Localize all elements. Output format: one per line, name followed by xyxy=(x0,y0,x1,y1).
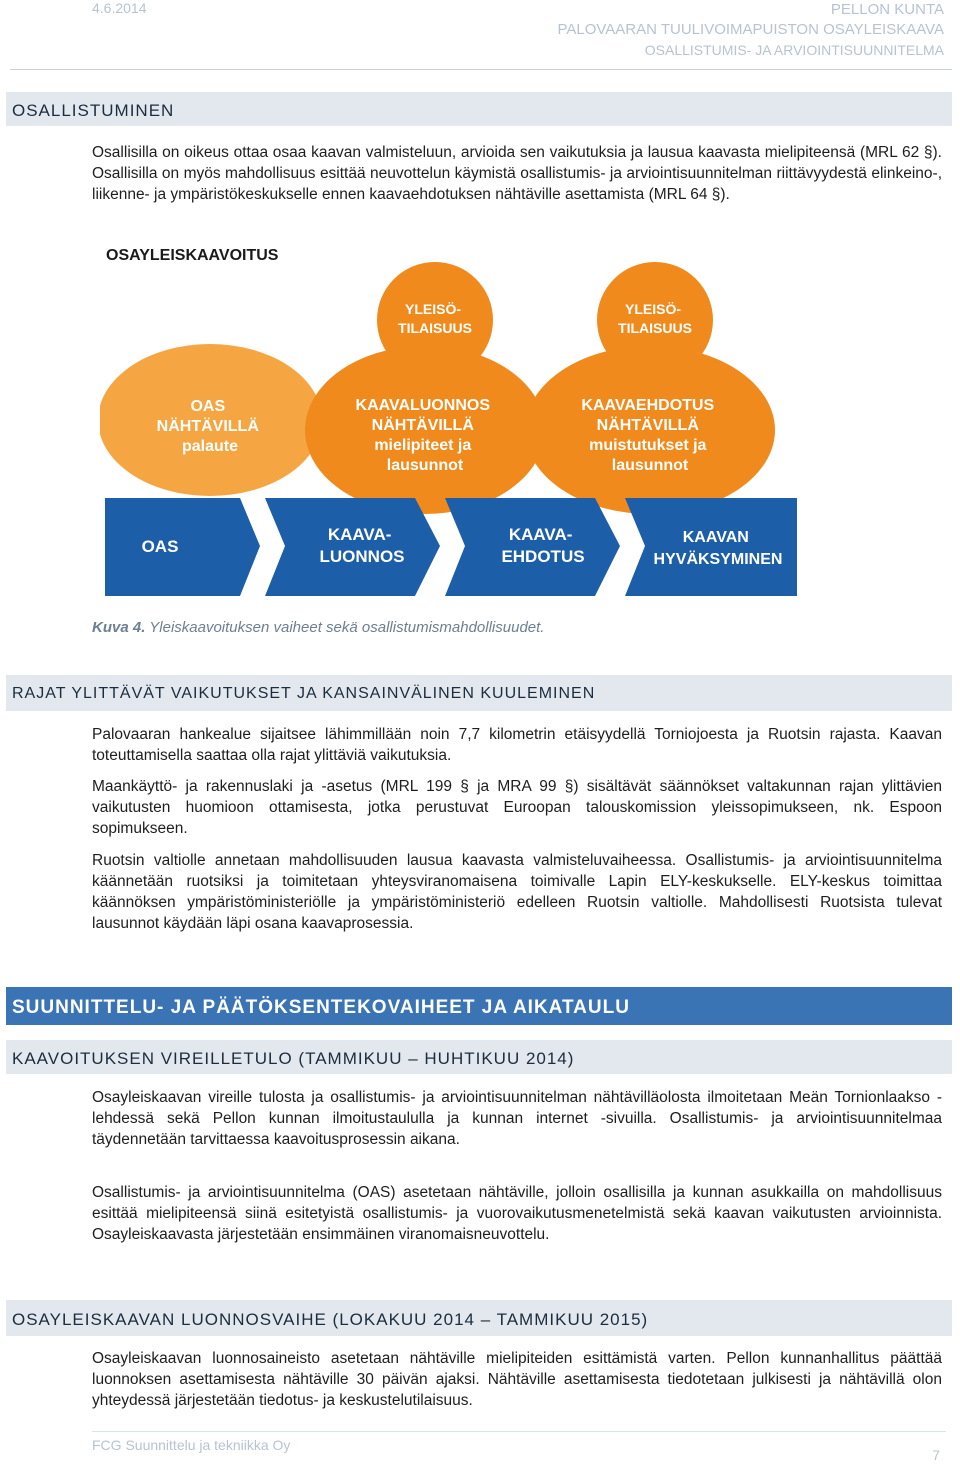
oas-display-line-3: palaute xyxy=(181,438,239,455)
luonnosvaihe-paragraph-1: Osayleiskaavan luonnosaineisto asetetaan nähtäville mielipiteiden esittämistä varten. Pellon kunnanhallitus päättää luonnoksen asettamisesta nähtäville 30 päivän ajaksi. Nähtäville asettamisesta tiedotetaan julkisesti ja nähtävillä olon yhteydessä järjestetään tiedotus- ja keskustelutilaisuus. xyxy=(92,1350,942,1409)
step-label-draft-2: LUONNOS xyxy=(319,547,405,566)
proposal-display-line-1: KAAVAEHDOTUS xyxy=(581,397,715,414)
planning-process-figure xyxy=(100,240,800,602)
header-date: 4.6.2014 xyxy=(92,0,147,16)
section-heading-osallistuminen: OSALLISTUMINEN xyxy=(6,92,952,126)
step-label-proposal-2: EHDOTUS xyxy=(501,547,585,566)
section-heading-rajat: RAJAT YLITTÄVÄT VAIKUTUKSET JA KANSAINVÄLINEN KUULEMINEN xyxy=(6,675,952,711)
header-titles xyxy=(557,0,944,60)
section-heading-luonnosvaihe: OSAYLEISKAAVAN LUONNOSVAIHE (LOKAKUU 2014 – TAMMIKUU 2015) xyxy=(6,1300,952,1336)
step-arrow-oas xyxy=(105,498,260,596)
proposal-display-line-3: muistutukset ja xyxy=(589,437,707,454)
section-heading-vireilletulo: KAAVOITUKSEN VIREILLETULO (TAMMIKUU – HUHTIKUU 2014) xyxy=(6,1040,952,1074)
header-document: OSALLISTUMIS- JA ARVIOINTISUUNNITELMA xyxy=(644,42,944,58)
osallistuminen-paragraph: Osallisilla on oikeus ottaa osaa kaavan valmisteluun, arvioida sen vaikutuksia ja lausua kaavasta mielipiteensä (MRL 62 §). Osallisilla on myös mahdollisuus esittää neuvottelun käymistä osallistumis- ja arviointisuunnitelman riittävyydestä elinkeino-, liikenne- ja ympäristökeskukselle ennen kaavaehdotuksen nähtäville asettamista (MRL 64 §). xyxy=(92,144,942,203)
step-label-oas: OAS xyxy=(141,537,179,556)
section-heading-suunnittelu: SUUNNITTELU- JA PÄÄTÖKSENTEKOVAIHEET JA AIKATAULU xyxy=(6,987,952,1025)
header-divider xyxy=(10,69,952,70)
vireilletulo-paragraph-1: Osayleiskaavan vireille tulosta ja osallistumis- ja arviointisuunnitelman nähtävilläolosta ilmoitetaan Meän Tornionlaakso -lehdessä sekä Pellon kunnan ilmoitustaululla ja kunnan internet -sivuilla. Osallistumis- ja arviointisuunnitelmaa täydennetään tarvittaessa kaavoitusprosessin aikana. xyxy=(92,1089,942,1148)
public-event-2-line-1: YLEISÖ- xyxy=(625,301,682,317)
public-event-1-line-2: TILAISUUS xyxy=(398,320,472,336)
oas-display-line-2: NÄHTÄVILLÄ xyxy=(156,418,259,435)
page-number: 7 xyxy=(932,1447,940,1463)
proposal-display-line-2: NÄHTÄVILLÄ xyxy=(596,417,699,434)
figure-title: OSAYLEISKAAVOITUS xyxy=(106,247,279,264)
rajat-paragraph-1: Palovaaran hankealue sijaitsee lähimmillään noin 7,7 kilometrin etäisyydellä Torniojoesta ja Ruotsin rajasta. Kaavan toteuttamisella saattaa olla rajat ylittäviä vaikutuksia. xyxy=(92,726,942,764)
public-event-1-line-1: YLEISÖ- xyxy=(405,301,462,317)
draft-display-line-1: KAAVALUONNOS xyxy=(355,397,491,414)
proposal-display-line-4: lausunnot xyxy=(611,457,689,474)
step-label-draft-1: KAAVA- xyxy=(327,525,392,544)
draft-display-line-2: NÄHTÄVILLÄ xyxy=(371,417,474,434)
vireilletulo-paragraph-2: Osallistumis- ja arviointisuunnitelma (OAS) asetetaan nähtäville, jolloin osallisilla ja kunnan asukkailla on mahdollisuus esittää mielipiteensä siinä esitetyistä osallistumis- ja vuorovaikutusmenetelmistä sekä kaavan vaikutusten arvioinnista. Osayleiskaavasta järjestetään ensimmäinen viranomaisneuvottelu. xyxy=(92,1184,942,1243)
footer-company: FCG Suunnittelu ja tekniikka Oy xyxy=(92,1437,291,1453)
figure-caption xyxy=(92,619,544,636)
oas-display-line-1: OAS xyxy=(190,398,226,415)
draft-display-line-3: mielipiteet ja xyxy=(374,437,472,454)
step-label-approval-2: HYVÄKSYMINEN xyxy=(653,551,783,568)
header-project: PALOVAARAN TUULIVOIMAPUISTON OSAYLEISKAAVA xyxy=(557,21,944,38)
footer-divider xyxy=(92,1431,946,1432)
caption-text: Yleiskaavoituksen vaiheet sekä osallistumismahdollisuudet. xyxy=(149,619,545,636)
rajat-paragraph-3: Ruotsin valtiolle annetaan mahdollisuuden lausua kaavasta valmisteluvaiheessa. Osallistumis- ja arviointisuunnitelma käännetään ruotsiksi ja toimitetaan yhteysviranomaisena toimivalle Lapin ELY-keskukselle. ELY-keskus toimittaa käännöksen ympäristöministeriölle ja ympäristöministeriö edelleen Ruotsin valtiolle. Mahdollisesti Ruotsista tulevat lausunnot käydään läpi osana kaavaprosessia. xyxy=(92,852,942,932)
caption-label: Kuva 4. xyxy=(92,619,146,636)
header-municipality: PELLON KUNTA xyxy=(830,1,944,18)
step-label-proposal-1: KAAVA- xyxy=(508,525,573,544)
step-label-approval-1: KAAVAN xyxy=(682,529,749,546)
public-event-2-line-2: TILAISUUS xyxy=(618,320,692,336)
step-arrow-approval xyxy=(625,498,797,596)
rajat-paragraph-2: Maankäyttö- ja rakennuslaki ja -asetus (MRL 199 § ja MRA 99 §) sisältävät säännökset valtakunnan rajan ylittävien vaikutusten huomioon ottamisesta, jotka perustuvat Euroopan talouskomission yleissopimukseen, nk. Espoon sopimukseen. xyxy=(92,778,942,837)
draft-display-line-4: lausunnot xyxy=(386,457,464,474)
